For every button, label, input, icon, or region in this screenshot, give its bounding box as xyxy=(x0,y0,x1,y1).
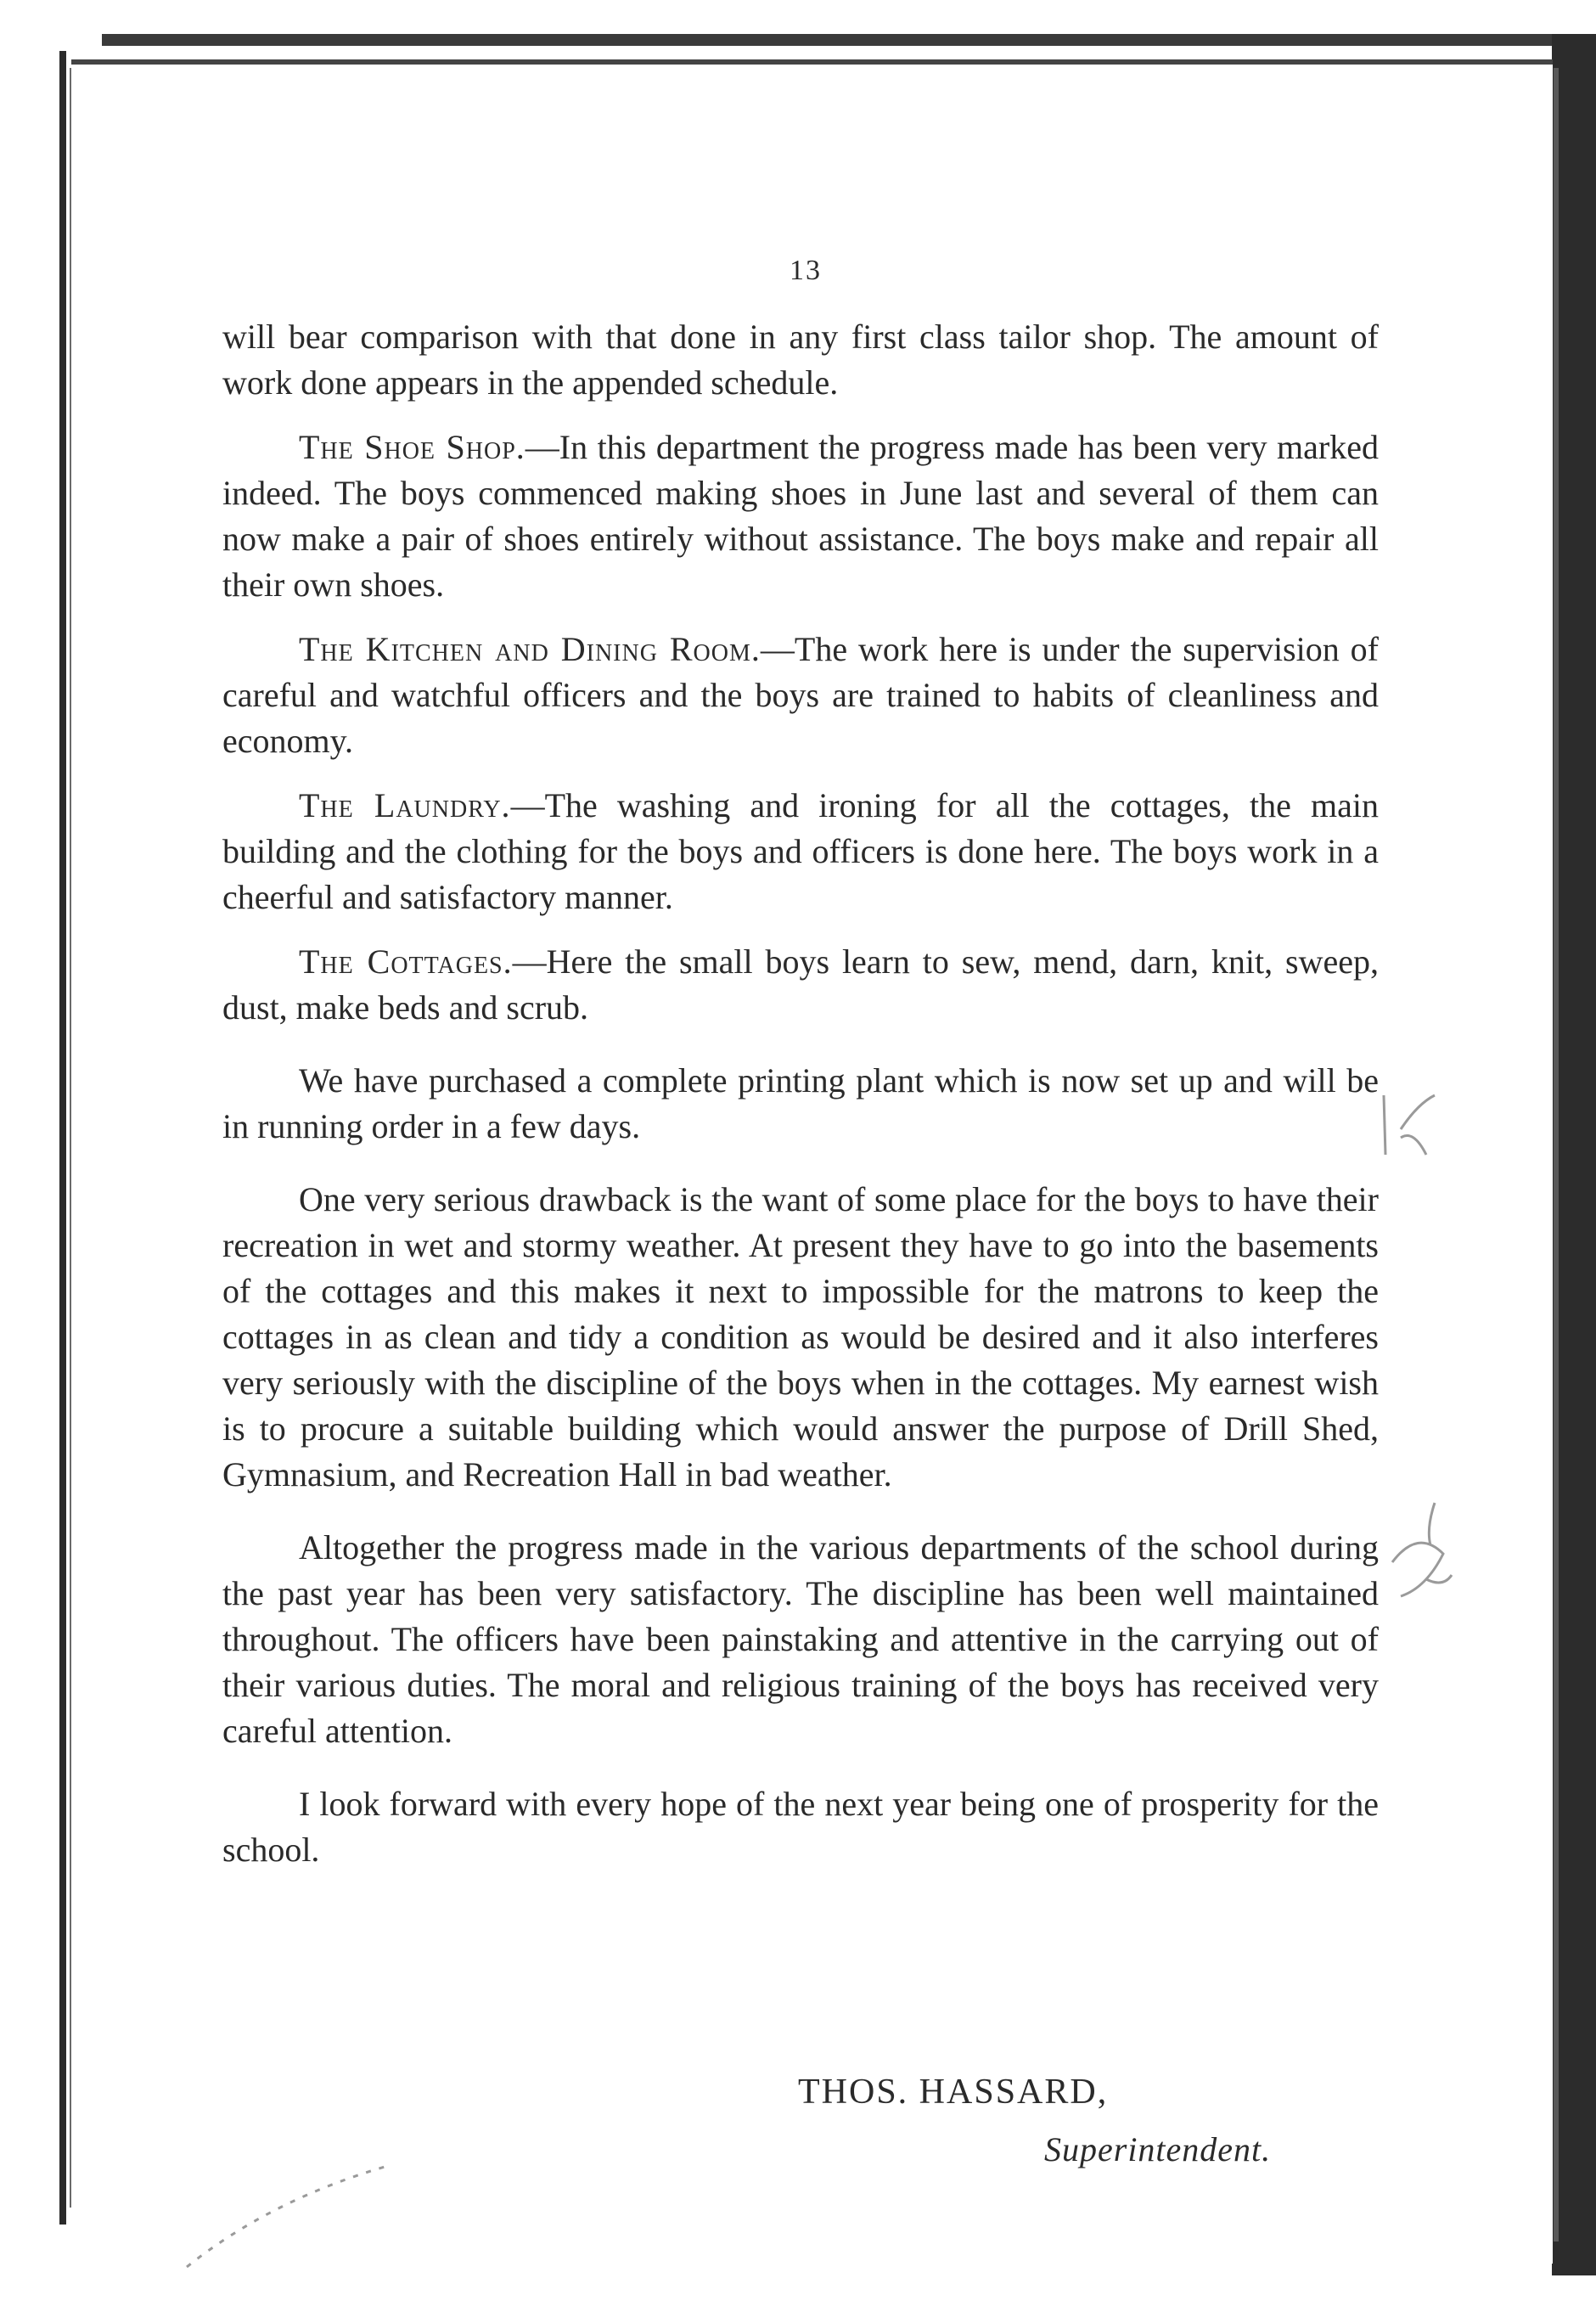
paragraph-text: —Here the small boys learn to sew, mend, darn, knit, sweep, dust, make beds and scrub. xyxy=(222,942,1379,1027)
paragraph-cottages xyxy=(222,939,1379,1031)
paragraph-continuation xyxy=(222,314,1379,406)
paragraph-laundry xyxy=(222,783,1379,920)
paragraph-text: —The washing and ironing for all the cottages, the main building and the clothing for the boys and officers is done here. The boys work in a cheerful and satisfactory manner. xyxy=(222,786,1379,916)
paragraph-shoe-shop xyxy=(222,425,1379,608)
paragraph-text: —In this department the progress made has been very marked indeed. The boys commenced making shoes in June last and several of them can now make a pair of shoes entirely without assistance. The boys make and repair all their own shoes. xyxy=(222,428,1379,604)
paragraph-text: —The work here is under the supervision of careful and watchful officers and the boys are trained to habits of cleanliness and economy. xyxy=(222,630,1379,760)
paragraph-kitchen xyxy=(222,627,1379,764)
page-right-edge xyxy=(1554,68,1559,2241)
paragraph-progress xyxy=(222,1525,1379,1754)
section-heading-kitchen: The Kitchen and Dining Room. xyxy=(299,630,761,668)
body-text xyxy=(222,314,1379,1892)
paragraph-text: One very serious drawback is the want of some place for the boys to have their recreation in wet and stormy weather. At present they have to go into the basements of the cottages and this makes it next to impossible for the matrons to keep the cottages in as clean and tidy a condition as would be desired and it also interferes very seriously with the discipline of the boys when in the cottages. My earnest wish is to procure a suitable building which would answer the purpose of Drill Shed, Gymnasium, and Recreation Hall in bad weather. xyxy=(222,1180,1379,1493)
paragraph-text: will bear comparison with that done in any first class tailor shop. The amount of work done appears in the appended schedule. xyxy=(222,318,1379,402)
section-heading-cottages: The Cottages. xyxy=(299,942,513,981)
section-heading-laundry: The Laundry. xyxy=(299,786,511,824)
paragraph-drawback xyxy=(222,1177,1379,1498)
signature-name: THOS. HASSARD, xyxy=(798,2073,1109,2112)
pencil-stroke-mark-icon xyxy=(178,2157,399,2275)
book-spine-edge xyxy=(59,51,66,2225)
page-top-edge xyxy=(102,34,1554,46)
paragraph-closing xyxy=(222,1781,1379,1873)
paragraph-text: I look forward with every hope of the next year being one of prosperity for the school. xyxy=(222,1785,1379,1869)
left-binding xyxy=(0,0,78,2323)
paragraph-text: We have purchased a complete printing plant which is now set up and will be in running order in a few days. xyxy=(222,1061,1379,1145)
pencil-marginal-note-icon xyxy=(1375,1494,1460,1613)
paragraph-printing-plant xyxy=(222,1058,1379,1150)
page-number: 13 xyxy=(790,255,822,286)
signature-title: Superintendent. xyxy=(1044,2130,1272,2168)
section-heading-shoe-shop: The Shoe Shop. xyxy=(299,428,525,466)
paragraph-text: Altogether the progress made in the various departments of the school during the past year has been very satisfactory. The discipline has been well maintained throughout. The officers have been painstaking and attentive in the carrying out of their various duties. The moral and religious training of the boys has received very careful attention. xyxy=(222,1528,1379,1750)
pencil-check-mark-icon xyxy=(1367,1078,1443,1180)
